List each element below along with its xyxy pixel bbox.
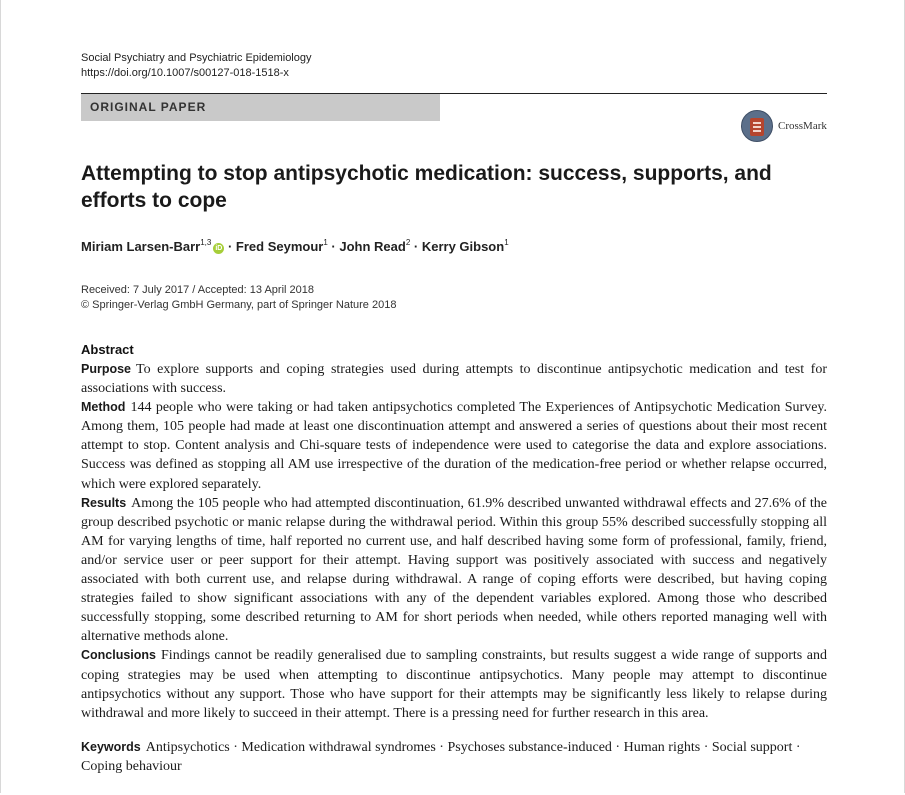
abstract-heading: Abstract xyxy=(81,342,134,357)
keywords-text: Antipsychotics · Medication withdrawal syndromes · Psychoses substance-induced · Human rights · Social support · Coping behaviour xyxy=(81,740,801,774)
orcid-icon[interactable]: iD xyxy=(215,245,223,252)
abstract-body xyxy=(81,360,827,723)
received-accepted: Received: 7 July 2017 / Accepted: 13 April 2018 xyxy=(81,284,314,296)
crossmark-badge[interactable] xyxy=(741,110,827,142)
crossmark-label: CrossMark xyxy=(778,120,827,132)
author-affiliation: 1,3 xyxy=(200,238,212,247)
article-type: ORIGINAL PAPER xyxy=(90,100,207,114)
crossmark-icon xyxy=(741,110,773,142)
author-name[interactable]: Fred Seymour xyxy=(235,239,324,254)
author-separator: · xyxy=(410,239,422,254)
author-name[interactable]: Miriam Larsen-Barr xyxy=(81,239,201,254)
author-list xyxy=(81,238,509,254)
abstract-method xyxy=(81,398,827,493)
author-name[interactable]: Kerry Gibson xyxy=(421,239,505,254)
abstract-results xyxy=(81,494,827,647)
section-text: Among the 105 people who had attempted discontinuation, 61.9% described unwanted withdrawal effects and 27.6% of the group described psychotic or manic relapse during the withdrawal period. Within this group 55% described successfully stopping all AM for varying lengths of time, half reported no current use, and half described having some form of professional, family, friend, and/or service user or peer support for their attempt. Having support was positively associated with success and negatively associated with both current use, and relapse during withdrawal. A range of coping efforts were described, but having coping strategies failed to show significant associations with any of the dependent variables explored. Among those who described successfully stopping, some described returning to AM for short periods when needed, while others reported managing well with alternative methods alone. xyxy=(81,495,827,645)
section-text: Findings cannot be readily generalised due to sampling constraints, but results suggest a wide range of supports and coping strategies may be used when attempting to discontinue antipsychotics. Many people may attempt to discontinue antipsychotics without any support. Those who have support for their attempts may be significantly less likely to relapse during withdrawal and more likely to succeed in their attempt. There is a pressing need for further research in this area. xyxy=(81,648,827,721)
paper-title: Attempting to stop antipsychotic medication: success, supports, and efforts to cope xyxy=(81,162,772,212)
journal-name: Social Psychiatry and Psychiatric Epidemiology xyxy=(81,52,312,64)
section-label: Conclusions xyxy=(81,648,157,663)
section-label: Results xyxy=(81,495,127,510)
author-affiliation: 1 xyxy=(323,238,328,247)
section-label: Purpose xyxy=(81,362,132,376)
abstract-conclusions xyxy=(81,646,827,722)
abstract-purpose xyxy=(81,360,827,398)
keywords xyxy=(81,738,827,776)
copyright: © Springer-Verlag GmbH Germany, part of Springer Nature 2018 xyxy=(81,299,397,311)
keywords-label: Keywords xyxy=(81,740,141,754)
journal-info xyxy=(81,51,312,81)
section-text: To explore supports and coping strategies used during attempts to discontinue antipsychotic medication and test for associations with success. xyxy=(81,362,827,397)
author-affiliation: 1 xyxy=(504,238,509,247)
author-separator: · xyxy=(327,239,340,254)
section-text: 144 people who were taking or had taken antipsychotics completed The Experiences of Antipsychotic Medication Survey. Among them, 105 people had made at least one discontinuation attempt and answered a series of questions about their most recent attempt to stop. Content analysis and Chi-square tests of independence were used to categorise the data and explore associations. Success was defined as stopping all AM use irrespective of the duration of the medication-free period or whether relapse occurred, which were explored separately. xyxy=(81,400,827,492)
author-separator: · xyxy=(224,239,236,254)
author-name[interactable]: John Read xyxy=(339,239,406,254)
publication-dates xyxy=(81,283,396,313)
author-affiliation: 2 xyxy=(405,238,411,247)
doi-link[interactable]: https://doi.org/10.1007/s00127-018-1518-x xyxy=(81,67,289,79)
section-label: Method xyxy=(81,400,126,415)
article-type-bar xyxy=(81,94,440,121)
